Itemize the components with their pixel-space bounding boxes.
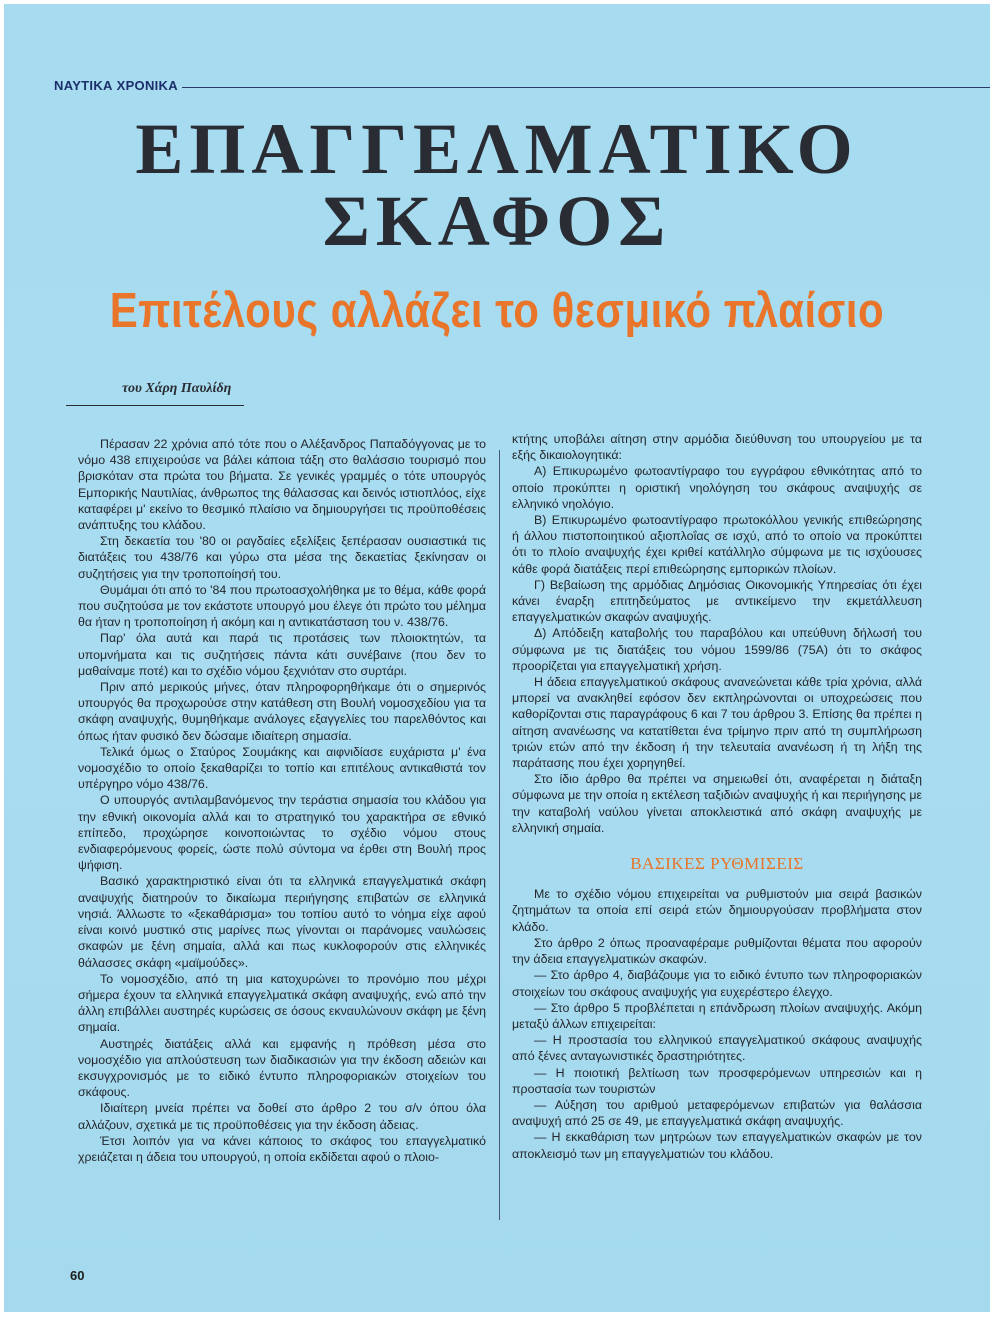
paragraph: — Στο άρθρο 4, διαβάζουμε για το ειδικό έντυπο των πληροφοριακών στοιχείων του σκάφους αναψυχής για ευχερέστερο έλεγχο. — [512, 968, 922, 999]
byline: του Χάρη Παυλίδη — [122, 381, 232, 396]
magazine-page — [4, 4, 990, 1312]
paragraph: Γ) Βεβαίωση της αρμόδιας Δημόσιας Οικονομικής Υπηρεσίας ότι έχει κάνει έναρξη επιτηδεύματος με αντικείμενο την εκμετάλλευση επαγγελματικών σκαφών αναψυχής. — [512, 577, 922, 625]
paragraph: — Αύξηση του αριθμού μεταφερόμενων επιβατών για θαλάσσια αναψυχή από 25 σε 49, με επαγγελματικά σκάφη αναψυχής. — [512, 1097, 922, 1129]
paragraph: — Η εκκαθάριση των μητρώων των επαγγελματικών σκαφών με τον αποκλεισμό των μη επαγγελματιών του κλάδου. — [512, 1130, 922, 1161]
running-head: ΝΑΥΤΙΚΑ ΧΡΟΝΙΚΑ — [54, 78, 178, 93]
paragraph: Στο ίδιο άρθρο θα πρέπει να σημειωθεί ότι, αναφέρεται η διάταξη σύμφωνα με την οποία η εκτέλεση ταξιδιών αναψυχής ή και περιήγησης με την καταβολή ναύλου γίνεται αποκλειστικά από σκάφη αναψυχής με ελληνική σημαία. — [512, 772, 922, 835]
paragraph: Αυστηρές διατάξεις αλλά και εμφανής η πρόθεση μέσα στο νομοσχέδιο για απλούστευση των διαδικασιών για την έκδοση αδειών και εκσυγχρονισμός με το ειδικό έντυπο πληροφοριακών στοιχείων του σκάφους. — [78, 1036, 486, 1100]
paragraph: Α) Επικυρωμένο φωτοαντίγραφο του εγγράφου εθνικότητας από το οποίο προκύπτει η οριστική νηολόγηση του σκάφους αναψυχής σε ελληνικό νηολόγιο. — [512, 464, 922, 511]
paragraph: Βασικό χαρακτηριστικό είναι ότι τα ελληνικά επαγγελματικά σκάφη αναψυχής διατηρούν το δικαίωμα περιήγησης επιβατών σε ελληνικά νησιά. Άλλωστε το «ξεκαθάρισμα» του τοπίου αυτό το νόημα είχε αφού είναι κοινό μυστικό στις μαρίνες πως γίνονται οι παράνομες ναυλώσεις σκαφών με ξένη σημαία, αλλά και πως κυκλοφορούν στις ελληνικές θάλασσες σκάφη «μαϊμούδες». — [78, 874, 486, 970]
paragraph: Στο άρθρο 2 όπως προαναφέραμε ρυθμίζονται θέματα που αφορούν την άδεια επαγγελματικών σκαφών. — [512, 935, 922, 967]
byline-rule — [66, 405, 244, 406]
section-heading: ΒΑΣΙΚΕΣ ΡΥΘΜΙΣΕΙΣ — [630, 854, 804, 874]
paragraph: — Η προστασία του ελληνικού επαγγελματικού σκάφους αναψυχής από ξένες ανταγωνιστικές δραστηριότητες. — [512, 1033, 922, 1064]
paragraph: Ο υπουργός αντιλαμβανόμενος την τεράστια σημασία του κλάδου για την εθνική οικονομία αλλά και το στρατηγικό του χαρακτήρα σε εθνικό επίπεδο, προχώρησε κοινοποιώντας το σχέδιο νόμου στους ενδιαφερόμενους φορείς, ώστε πολύ σύντομα να έρθει στη Βουλή προς ψήφιση. — [78, 793, 486, 873]
right-column — [512, 431, 922, 1162]
paragraph: Η άδεια επαγγελματικού σκάφους ανανεώνεται κάθε τρία χρόνια, αλλά μπορεί να ανακληθεί εφόσον δεν εκπληρώνονται οι υποχρεώσεις που καθορίζονται στις παραγράφους 6 και 7 του άρθρου 3. Επίσης θα πρέπει η αίτηση ανανέωσης να κατατίθεται ένα τρίμηνο πριν από τη συμπλήρωση τριών ετών από την έκδοση ή την τελευταία ανανέωση ή τη λήξη της παράτασης που έχει χορηγηθεί. — [512, 675, 922, 771]
left-column — [78, 436, 486, 1165]
paragraph: Πριν από μερικούς μήνες, όταν πληροφορηθήκαμε ότι ο σημερινός υπουργός θα προχωρούσε στην κατάθεση στη Βουλή νομοσχεδίου για τα σκάφη αναψυχής, θυμηθήκαμε ανάλογες εξαγγελίες του παρελθόντος και όπως ήταν φυσικό δεν δώσαμε ιδιαίτερη σημασία. — [78, 680, 486, 743]
header-rule — [182, 87, 990, 88]
paragraph: Ιδιαίτερη μνεία πρέπει να δοθεί στο άρθρο 2 του σ/ν όπου όλα αλλάζουν, σχετικά με τις προϋποθέσεις για την έκδοση άδειας. — [78, 1101, 486, 1132]
paragraph: — Στο άρθρο 5 προβλέπεται η επάνδρωση πλοίων αναψυχής. Ακόμη μεταξύ άλλων επιχειρείται: — [512, 1000, 922, 1031]
paragraph: Με το σχέδιο νόμου επιχειρείται να ρυθμιστούν μια σειρά βασικών ζητημάτων τα οποία επί σειρά ετών δημιουργούσαν προβλήματα στον κλάδο. — [512, 887, 922, 934]
paragraph: Στη δεκαετία του '80 οι ραγδαίες εξελίξεις ξεπέρασαν ουσιαστικά τις διατάξεις του 438/76 και γύρω στα μέσα της δεκαετίας ξεκίνησαν οι συζητήσεις για την τροποποίησή του. — [78, 534, 486, 581]
column-divider — [499, 450, 500, 1220]
page-number: 60 — [70, 1268, 85, 1283]
paragraph: Τελικά όμως ο Σταύρος Σουμάκης και αιφνιδίασε ευχάριστα μ' ένα νομοσχέδιο το οποίο ξεκαθαρίζει το τοπίο και επιτέλους αντικαθιστά τον υπέργηρο νόμο 438/76. — [78, 744, 486, 792]
title-line-1: ΕΠΑΓΓΕΛΜΑΤΙΚΟ — [135, 109, 859, 189]
paragraph: Το νομοσχέδιο, από τη μια κατοχυρώνει το προνόμιο που μέχρι σήμερα έχουν τα ελληνικά επαγγελματικά σκάφη αναψυχής, ενώ από την άλλη επιβάλλει αυστηρές κυρώσεις σε όσους εκναυλώνουν σκάφη με ξένη σημαία. — [78, 971, 486, 1035]
paragraph: Έτσι λοιπόν για να κάνει κάποιος το σκάφος του επαγγελματικό χρειάζεται η άδεια του υπουργού, η οποία εκδίδεται αφού ο πλοιο- — [78, 1133, 486, 1164]
paragraph: Β) Επικυρωμένο φωτοαντίγραφο πρωτοκόλλου γενικής επιθεώρησης ή άλλου πιστοποιητικού αξιοπλοΐας σε ισχύ, από το οποίο να προκύπτει ότι το πλοίο αναψυχής έχει κριθεί κατάλληλο σύμφωνα με τις ισχύουσες κάθε φορά διατάξεις περί επιθεώρησης εμπορικών πλοίων. — [512, 513, 922, 576]
paragraph: — Η ποιοτική βελτίωση των προσφερόμενων υπηρεσιών και η προστασία των τουριστών — [512, 1065, 922, 1096]
title-line-2: ΣΚΑΦΟΣ — [322, 181, 672, 261]
paragraph: Δ) Απόδειξη καταβολής του παραβόλου και υπεύθυνη δήλωσή του σύμφωνα με τις διατάξεις του νόμου 1599/86 (75Α) ότι το σκάφος προορίζεται για επαγγελματική χρήση. — [512, 626, 922, 673]
paragraph: Πέρασαν 22 χρόνια από τότε που ο Αλέξανδρος Παπαδόγγονας με το νόμο 438 επιχειρούσε να βάλει κάποια τάξη στο θαλάσσιο τουρισμό που βρισκόταν στα πρώτα του βήματα. Σε γενικές γραμμές ο τότε υπουργός Εμπορικής Ναυτιλίας, άνθρωπος της θάλασσας και δεινός ιστιοπλόος, είχε καταφέρει μ' εκείνο το θεσμικό πλαίσιο να δημιουργήσει τις προϋποθέσεις ανάπτυξης του κλάδου. — [78, 437, 486, 533]
paragraph: Θυμάμαι ότι από το '84 που πρωτοασχολήθηκα με το θέμα, κάθε φορά που συζητούσα με τον εκάστοτε υπουργό μου έλεγε ότι πρώτο του μέλημα θα ήταν η τροποποίηση ή ακόμη και η αντικατάσταση του ν. 438/76. — [78, 582, 487, 630]
paragraph: κτήτης υποβάλει αίτηση στην αρμόδια διεύθυνση του υπουργείου με τα εξής δικαιολογητικά: — [512, 432, 922, 463]
subtitle: Επιτέλους αλλάζει το θεσμικό πλαίσιο — [109, 282, 885, 338]
paragraph: Παρ' όλα αυτά και παρά τις προτάσεις των πλοιοκτητών, τα υπομνήματα και τις συζητήσεις πάντα κάτι συνέβαινε (που δεν το μαθαίναμε ποτέ) και το σχέδιο νόμου ξεχνιόταν στο συρτάρι. — [78, 631, 486, 678]
